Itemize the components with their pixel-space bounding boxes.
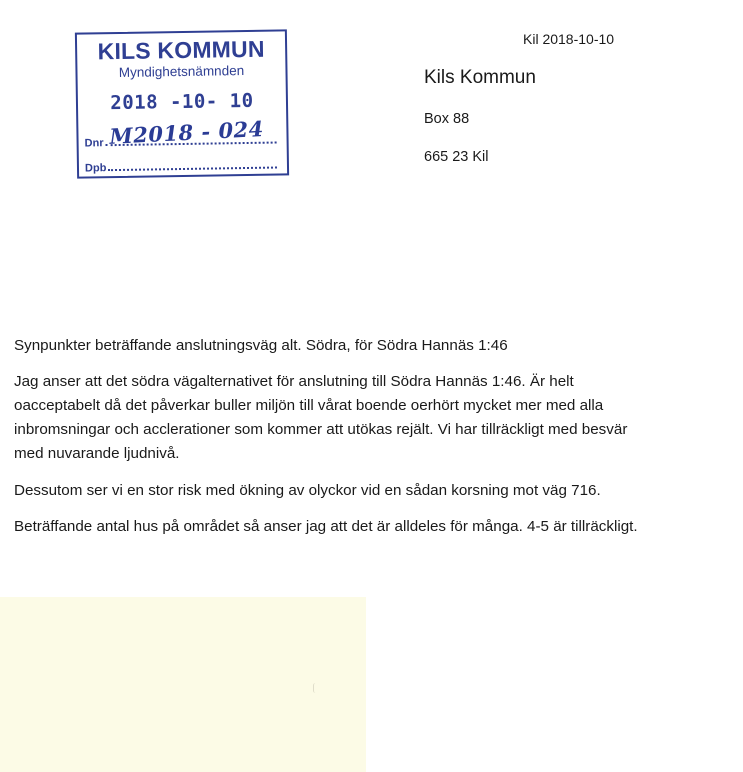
stamp-title: KILS KOMMUN	[97, 35, 265, 65]
letter-paragraph-1	[14, 370, 730, 466]
letter-paragraph-2: Dessutom ser vi en stor risk med ökning av olyckor vid en sådan korsning mot väg 716.	[14, 482, 601, 499]
stamp-dpb-line	[108, 147, 277, 172]
sticky-note	[0, 597, 366, 772]
recipient-postal-address: 665 23 Kil	[424, 149, 489, 165]
stamp-dnr-line	[105, 116, 276, 149]
paragraph-1-line: med nuvarande ljudnivå.	[14, 445, 180, 462]
registration-stamp	[75, 29, 289, 178]
paragraph-1-line: inbromsningar och acclerationer som kommer att utökas rejält. Vi har tillräckligt med besvär	[14, 421, 628, 438]
letter-subject: Synpunkter beträffande anslutningsväg alt. Södra, för Södra Hannäs 1:46	[14, 337, 508, 354]
recipient-name: Kils Kommun	[424, 67, 536, 88]
stamp-subtitle: Myndighetsnämnden	[118, 63, 245, 80]
sticky-note-mark	[313, 683, 318, 693]
letter-body	[14, 334, 730, 539]
stamp-dnr-handwritten-value: M2018 - 024	[108, 116, 265, 149]
stamp-dnr-label: Dnr	[84, 137, 104, 150]
paragraph-1-line: oacceptabelt då det påverkar buller miljön till vårat boende oerhört mycket mer med alla	[14, 397, 604, 414]
recipient-box: Box 88	[424, 111, 470, 127]
stamp-dpb-row	[85, 152, 277, 175]
letter-paragraph-3: Beträffande antal hus på området så anser jag att det är alldeles för många. 4-5 är tillräckligt.	[14, 518, 638, 535]
letter-date: Kil 2018-10-10	[523, 31, 615, 47]
stamp-date: 2018 -10- 10	[110, 89, 254, 115]
stamp-dpb-label: Dpb	[84, 162, 107, 175]
paragraph-1-line: Jag anser att det södra vägalternativet för anslutning till Södra Hannäs 1:46. Är helt	[14, 373, 574, 390]
